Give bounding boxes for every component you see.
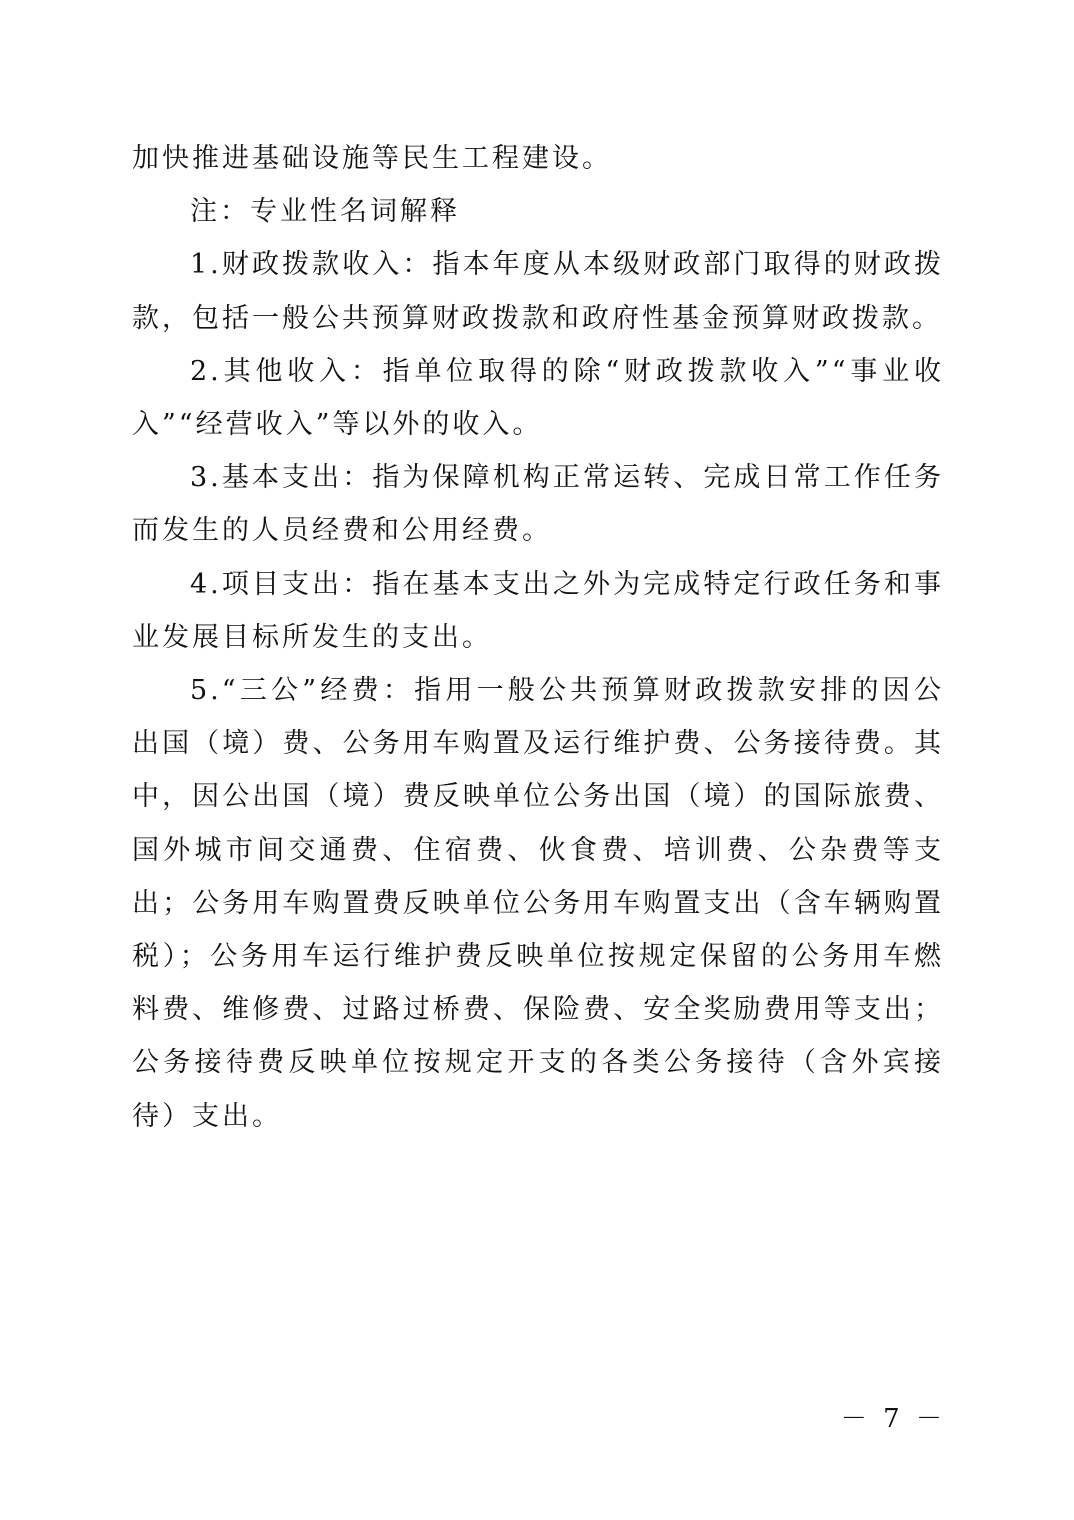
document-body (132, 132, 944, 1143)
paragraph-definition-basic-expenditure: 3.基本支出：指为保障机构正常运转、完成日常工作任务而发生的人员经费和公用经费。 (132, 462, 944, 547)
page-number: － 7 － (840, 1404, 946, 1434)
paragraph-definition-project-expenditure: 4.项目支出：指在基本支出之外为完成特定行政任务和事业发展目标所发生的支出。 (132, 568, 944, 653)
paragraph-note-heading: 注：专业性名词解释 (190, 196, 460, 228)
paragraph-definition-other-revenue: 2.其他收入：指单位取得的除“财政拨款收入”“事业收入”“经营收入”等以外的收入。 (132, 355, 944, 441)
paragraph-intro-continuation: 加快推进基础设施等民生工程建设。 (132, 143, 612, 174)
paragraph-definition-three-public-expenses: 5.“三公”经费：指用一般公共预算财政拨款安排的因公出国（境）费、公务用车购置及运行维护费、公务接待费。其中，因公出国（境）费反映单位公务出国（境）的国际旅费、国外城市间交通费、住宿费、伙食费、培训费、公杂费等支出；公务用车购置费反映单位公务用车购置支出（含车辆购置税）；公务用车运行维护费反映单位按规定保留的公务用车燃料费、维修费、过路过桥费、保险费、安全奖励费用等支出；公务接待费反映单位按规定开支的各类公务接待（含外宾接待）支出。 (132, 675, 944, 1132)
paragraph-definition-fiscal-revenue: 1.财政拨款收入：指本年度从本级财政部门取得的财政拨款，包括一般公共预算财政拨款和政府性基金预算财政拨款。 (132, 249, 944, 334)
